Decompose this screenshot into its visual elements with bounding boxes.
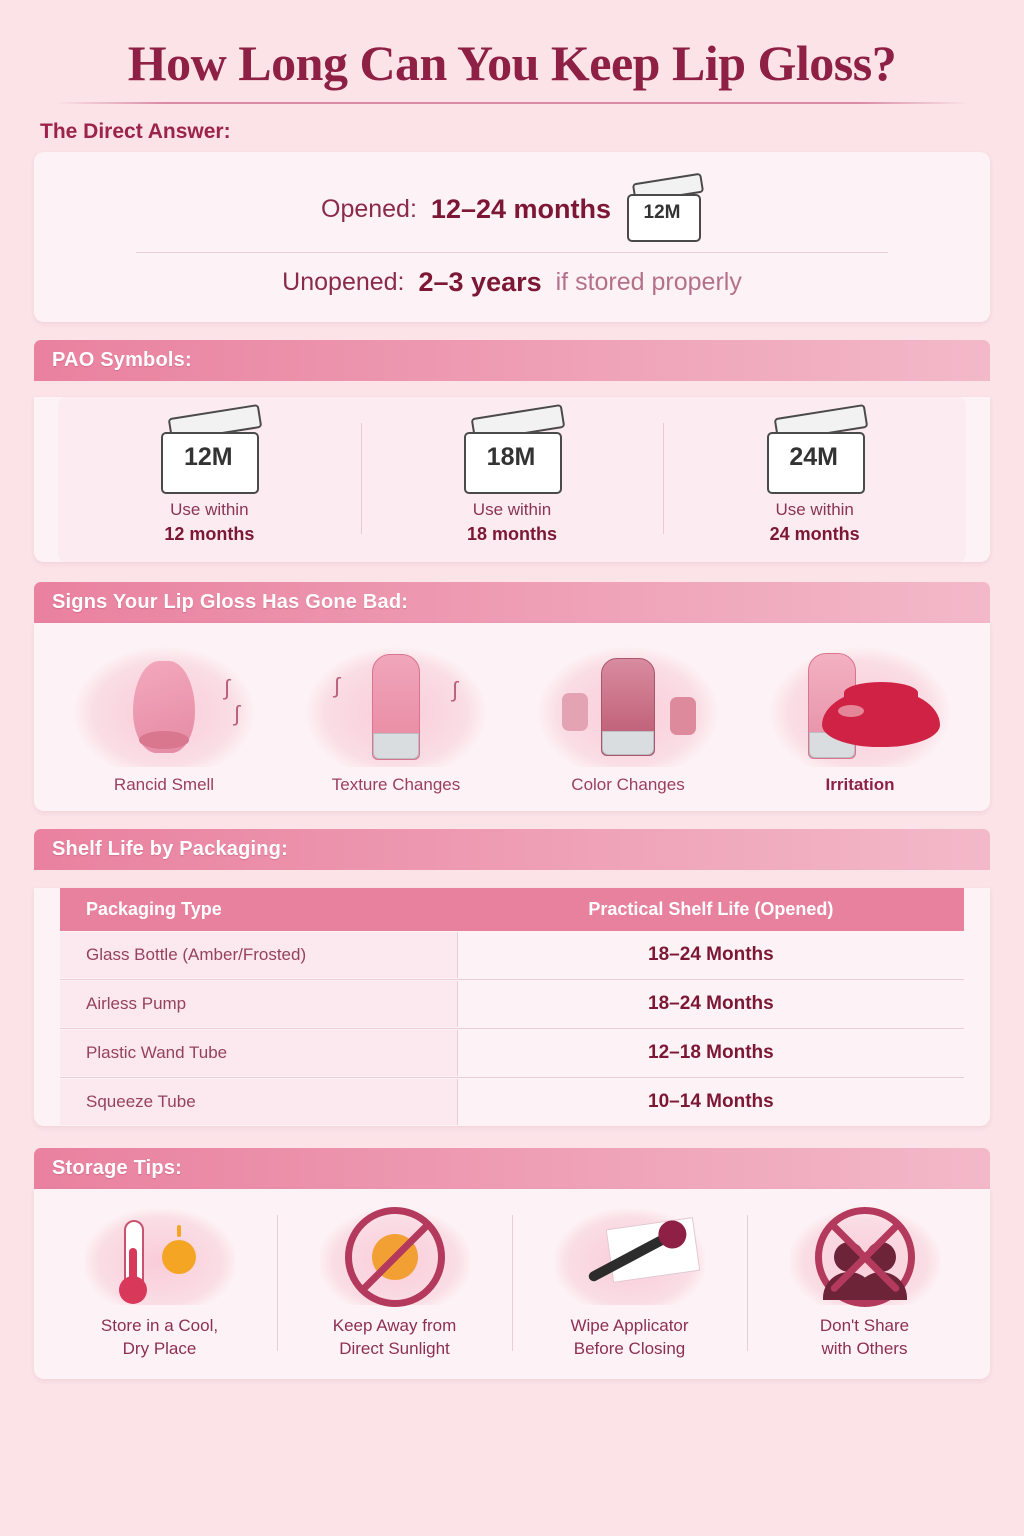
storage-art — [518, 1205, 741, 1309]
color-swatch-icon — [562, 693, 588, 731]
lips-irritation-icon — [822, 689, 940, 747]
pao-jar-18m-icon — [460, 411, 564, 493]
pao-caption-line2: 12 months — [164, 523, 255, 544]
title-divider — [56, 102, 968, 104]
shelf-life-section — [34, 829, 990, 1126]
sun-icon — [162, 1240, 196, 1274]
cell-packaging: Glass Bottle (Amber/Frosted) — [60, 932, 458, 978]
sign-art — [744, 639, 976, 767]
direct-answer-card — [34, 152, 990, 322]
storage-caption — [753, 1315, 976, 1361]
pao-section — [34, 340, 990, 562]
storage-caption-line1: Don't Share — [819, 1316, 910, 1336]
direct-answer-section — [34, 120, 990, 322]
smell-wave-icon: ∫ — [233, 701, 240, 727]
cell-shelf-life: 18–24 Months — [648, 993, 774, 1015]
pao-row — [58, 397, 966, 562]
art-blob — [320, 1209, 470, 1305]
art-blob — [770, 647, 950, 767]
pao-caption — [361, 499, 664, 546]
shelf-life-label: Shelf Life by Packaging: — [34, 829, 990, 870]
page-title: How Long Can You Keep Lip Gloss? — [127, 35, 897, 91]
storage-caption — [48, 1315, 271, 1361]
storage-section — [34, 1148, 990, 1379]
jar-badge-label: 12M — [184, 443, 233, 471]
sign-caption: Rancid Smell — [113, 775, 215, 795]
pao-caption-line2: 18 months — [466, 523, 558, 544]
pao-label: PAO Symbols: — [34, 340, 990, 381]
pao-item — [58, 411, 361, 546]
color-swatch-icon — [670, 697, 696, 735]
pao-item — [361, 411, 664, 546]
art-blob — [306, 647, 486, 767]
storage-caption-line1: Store in a Cool, — [100, 1316, 219, 1336]
cell-shelf-life: 10–14 Months — [648, 1091, 774, 1113]
table-row — [60, 1029, 964, 1078]
storage-caption-line2: with Others — [821, 1339, 908, 1359]
prohibition-slash — [359, 1222, 430, 1293]
storage-caption-line2: Direct Sunlight — [339, 1339, 450, 1359]
sign-item — [280, 639, 512, 795]
pao-caption-line1: Use within — [472, 500, 552, 519]
shelf-life-card — [34, 888, 990, 1126]
art-blob — [790, 1209, 940, 1305]
pao-caption — [663, 499, 966, 546]
gloss-tube-icon — [372, 654, 420, 760]
sign-art — [280, 639, 512, 767]
shelf-life-table — [60, 888, 964, 1126]
opened-value: 12–24 months — [430, 193, 611, 224]
table-row — [60, 980, 964, 1029]
cell-packaging: Plastic Wand Tube — [60, 1030, 458, 1076]
art-blob — [85, 1209, 235, 1305]
smell-wave-icon: ∫ — [334, 673, 341, 699]
table-header-row — [60, 888, 964, 931]
sign-art — [512, 639, 744, 767]
column-header-packaging: Packaging Type — [86, 899, 222, 920]
storage-caption-line1: Keep Away from — [332, 1316, 457, 1336]
direct-answer-label: The Direct Answer: — [40, 120, 231, 143]
smell-wave-icon: ∫ — [223, 675, 230, 701]
cell-packaging: Squeeze Tube — [60, 1079, 458, 1125]
opened-row — [64, 174, 960, 252]
no-sharing-icon — [815, 1207, 915, 1307]
pao-caption-line2: 24 months — [769, 523, 860, 544]
table-row — [60, 931, 964, 980]
storage-label: Storage Tips: — [34, 1148, 990, 1189]
signs-label: Signs Your Lip Gloss Has Gone Bad: — [34, 582, 990, 623]
sign-caption: Color Changes — [571, 775, 685, 795]
cell-shelf-life: 12–18 Months — [648, 1042, 774, 1064]
cell-shelf-life: 18–24 Months — [648, 944, 774, 966]
storage-row — [34, 1189, 990, 1379]
pao-card — [34, 397, 990, 562]
sign-item — [744, 639, 976, 795]
unopened-row — [64, 253, 960, 298]
sign-caption: Texture Changes — [331, 775, 461, 795]
pao-item — [663, 411, 966, 546]
storage-caption — [283, 1315, 506, 1361]
cell-packaging: Airless Pump — [60, 981, 458, 1027]
pao-caption — [58, 499, 361, 546]
storage-art — [48, 1205, 271, 1309]
thermometer-mercury — [129, 1248, 137, 1290]
jar-badge-label: 24M — [789, 443, 838, 471]
thermometer-icon — [124, 1220, 144, 1294]
no-sun-icon — [345, 1207, 445, 1307]
sign-item — [48, 639, 280, 795]
pao-caption-line1: Use within — [775, 500, 854, 519]
unopened-value: 2–3 years — [418, 267, 542, 297]
art-blob — [538, 647, 718, 767]
storage-item — [512, 1205, 747, 1361]
table-row — [60, 1078, 964, 1126]
jar-badge-label: 18M — [486, 443, 536, 471]
storage-card — [34, 1189, 990, 1379]
smell-wave-icon: ∫ — [451, 677, 458, 703]
sign-caption: Irritation — [825, 775, 895, 795]
storage-item — [277, 1205, 512, 1361]
pao-jar-24m-icon — [763, 411, 867, 493]
storage-caption-line2: Before Closing — [573, 1339, 686, 1359]
pao-jar-12m-icon — [157, 411, 261, 493]
pao-caption-line1: Use within — [170, 500, 249, 519]
tube-cap — [373, 733, 419, 759]
sign-item — [512, 639, 744, 795]
unopened-suffix: if stored properly — [555, 268, 742, 296]
storage-item — [747, 1205, 982, 1361]
opened-prefix: Opened: — [321, 194, 417, 223]
sign-art — [48, 639, 280, 767]
art-blob — [555, 1209, 705, 1305]
sun-ray — [177, 1225, 181, 1237]
jar-badge-label: 12M — [643, 202, 681, 223]
storage-caption-line2: Dry Place — [122, 1339, 197, 1359]
storage-item — [42, 1205, 277, 1361]
unopened-prefix: Unopened: — [282, 268, 405, 296]
storage-art — [283, 1205, 506, 1309]
color-swatch-tube-icon — [601, 658, 655, 756]
storage-caption-line1: Wipe Applicator — [570, 1316, 689, 1336]
pao-jar-icon — [625, 178, 703, 240]
nose-smell-icon — [133, 661, 195, 753]
column-header-shelf-life: Practical Shelf Life (Opened) — [588, 899, 834, 920]
storage-art — [753, 1205, 976, 1309]
storage-caption — [518, 1315, 741, 1361]
signs-card — [34, 623, 990, 811]
signs-row — [34, 623, 990, 811]
signs-section — [34, 582, 990, 811]
art-blob — [74, 647, 254, 767]
tube-cap — [602, 731, 654, 755]
